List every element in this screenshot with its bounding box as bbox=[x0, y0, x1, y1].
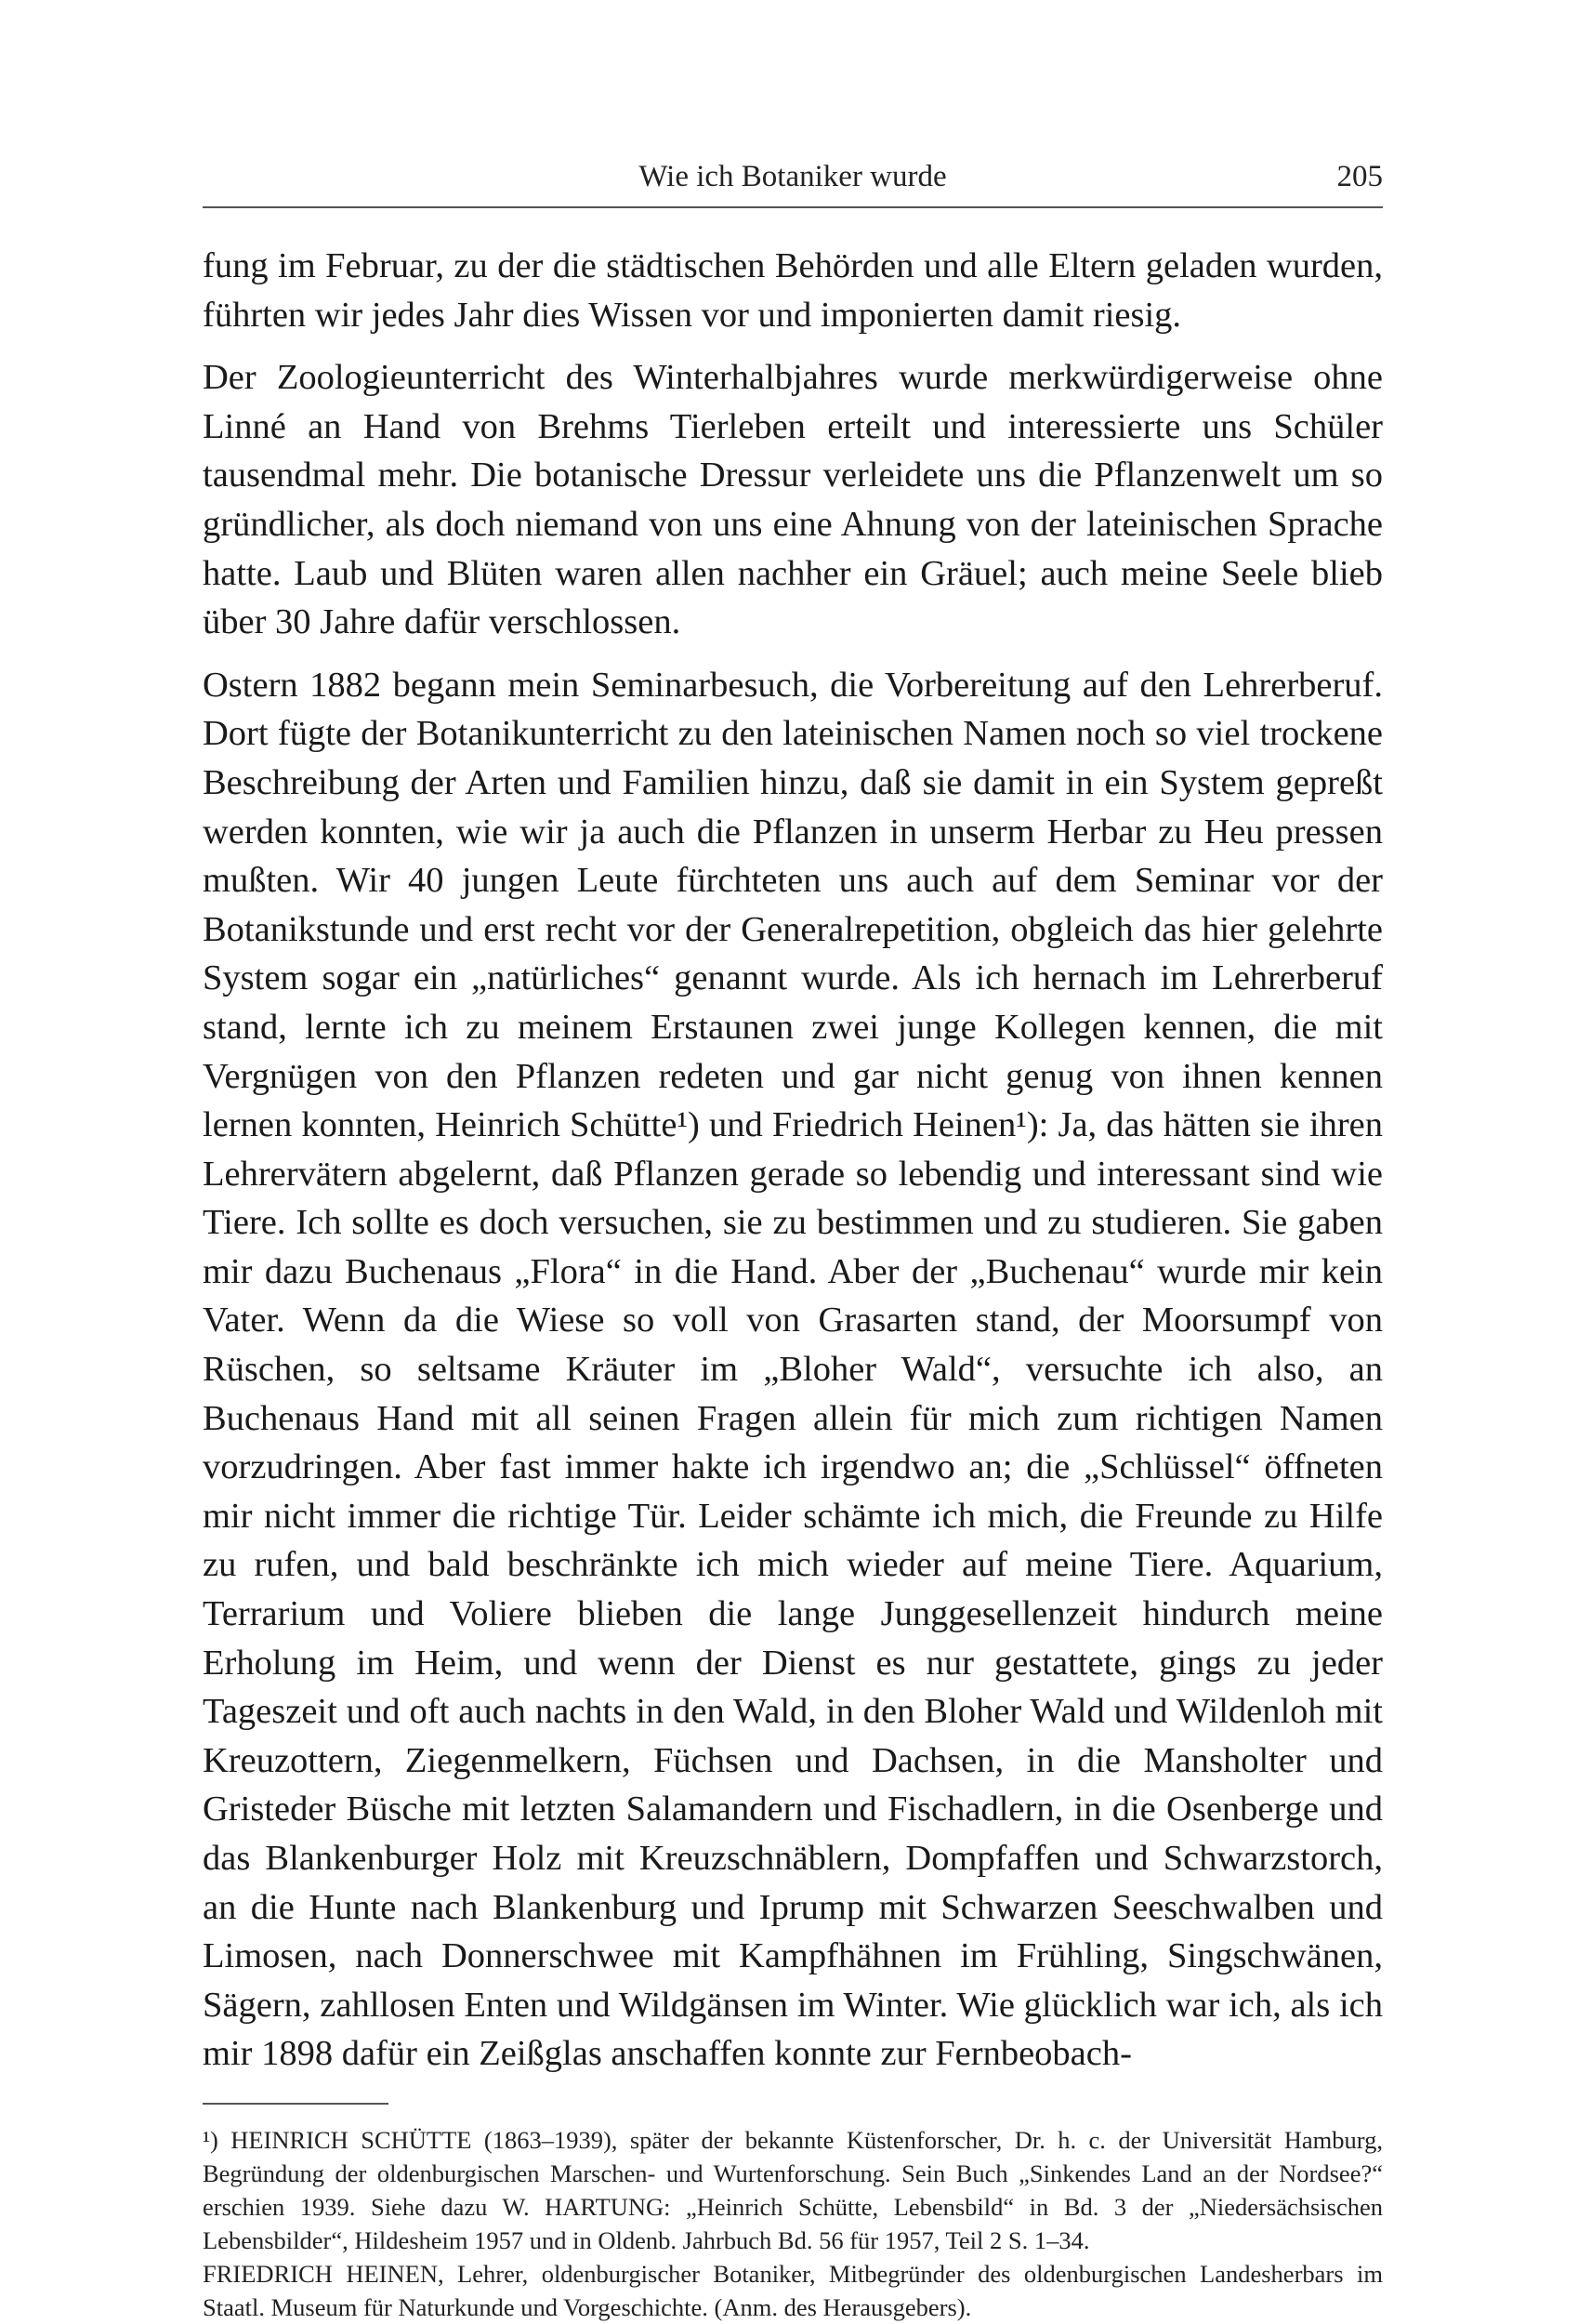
running-title: Wie ich Botaniker wurde bbox=[638, 160, 947, 193]
footnote bbox=[203, 2257, 1383, 2324]
footnote-rule bbox=[203, 2103, 388, 2105]
footnote-marker: ¹) bbox=[203, 2125, 218, 2154]
page-number: 205 bbox=[1336, 160, 1383, 193]
paragraph: fung im Februar, zu der die städtischen Behörden und alle Eltern geladen wurden, führten wir jedes Jahr dies Wissen vor und imponierten damit riesig. bbox=[203, 246, 1383, 335]
footnote-text: HEINRICH SCHÜTTE (1863–1939), später der bekannte Küstenforscher, Dr. h. c. der Universität Hamburg, Begründung der oldenburgischen Marschen- und Wurtenforschung. Sein Buch „Sinkendes Land an der Nordsee?“ erschien 1939. Siehe dazu W. HARTUNG: „Heinrich Schütte, Lebensbild“ in Bd. 3 der „Niedersächsischen Lebensbilder“, Hildesheim 1957 und in Oldenb. Jahrbuch Bd. 56 für 1957, Teil 2 S. 1–34. bbox=[203, 2125, 1383, 2254]
paragraph: Ostern 1882 begann mein Seminarbesuch, die Vorbereitung auf den Lehrerberuf. Dort fügte der Botanikunterricht zu den lateinischen Namen noch so viel trockene Beschreibung der Arten und Familien hinzu, daß sie damit in ein System gepreßt werden konnten, wie wir ja auch die Pflanzen in unserm Herbar zu Heu pressen mußten. Wir 40 jungen Leute fürchteten uns auch auf dem Seminar vor der Botanikstunde und erst recht vor der Generalrepetition, obgleich das hier gelehrte System sogar ein „natürliches“ genannt wurde. Als ich hernach im Lehrerberuf stand, lernte ich zu meinem Erstaunen zwei junge Kollegen kennen, die mit Vergnügen von den Pflanzen redeten und gar nicht genug von ihnen kennen lernen konnten, Heinrich Schütte¹) und Friedrich Heinen¹): Ja, das hätten sie ihren Lehrervätern abgelernt, daß Pflanzen gerade so lebendig und interessant sind wie Tiere. Ich sollte es doch versuchen, sie zu bestimmen und zu studieren. Sie gaben mir dazu Buchenaus „Flora“ in die Hand. Aber der „Buchenau“ wurde mir kein Vater. Wenn da die Wiese so voll von Grasarten stand, der Moorsumpf von Rüschen, so seltsame Kräuter im „Bloher Wald“, versuchte ich also, an Buchenaus Hand mit all seinen Fragen allein für mich zum richtigen Namen vorzudringen. Aber fast immer hakte ich irgendwo an; die „Schlüssel“ öffneten mir nicht immer die richtige Tür. Leider schämte ich mich, die Freunde zu Hilfe zu rufen, und bald beschränkte ich mich wieder auf meine Tiere. Aquarium, Terrarium und Voliere blieben die lange Junggesellenzeit hindurch meine Erholung im Heim, und wenn der Dienst es nur gestattete, gings zu jeder Tageszeit und oft auch nachts in den Wald, in den Bloher Wald und Wildenloh mit Kreuzottern, Ziegenmelkern, Füchsen und Dachsen, in die Mansholter und Gristeder Büsche mit letzten Salamandern und Fischadlern, in die Osenberge und das Blankenburger Holz mit Kreuzschnäblern, Dompfaffen und Schwarzstorch, an die Hunte nach Blankenburg und Iprump mit Schwarzen Seeschwalben und Limosen, nach Donnerschwee mit Kampfhähnen im Frühling, Singschwänen, Sägern, zahllosen Enten und Wildgänsen im Winter. Wie glücklich war ich, als ich mir 1898 dafür ein Zeißglas anschaffen konnte zur Fernbeobach- bbox=[203, 665, 1383, 2074]
paragraph: Der Zoologieunterricht des Winterhalbjahres wurde merkwürdigerweise ohne Linné an Hand von Brehms Tierleben erteilt und interessierte uns Schüler tausendmal mehr. Die botanische Dressur verleidete uns die Pflanzenwelt um so gründlicher, als doch niemand von uns eine Ahnung von der lateinischen Sprache hatte. Laub und Blüten waren allen nachher ein Gräuel; auch meine Seele blieb über 30 Jahre dafür verschlossen. bbox=[203, 358, 1383, 642]
running-head bbox=[203, 149, 1383, 201]
footnotes bbox=[203, 2123, 1383, 2324]
footnote-text: FRIEDRICH HEINEN, Lehrer, oldenburgischer Botaniker, Mitbegründer des oldenburgischen Landesherbars im Staatl. Museum für Naturkunde und Vorgeschichte. (Anm. des Herausgebers). bbox=[203, 2259, 1383, 2321]
footnote bbox=[203, 2123, 1383, 2257]
header-rule bbox=[203, 206, 1383, 208]
book-page bbox=[203, 149, 1383, 2324]
body-text bbox=[203, 242, 1383, 2079]
